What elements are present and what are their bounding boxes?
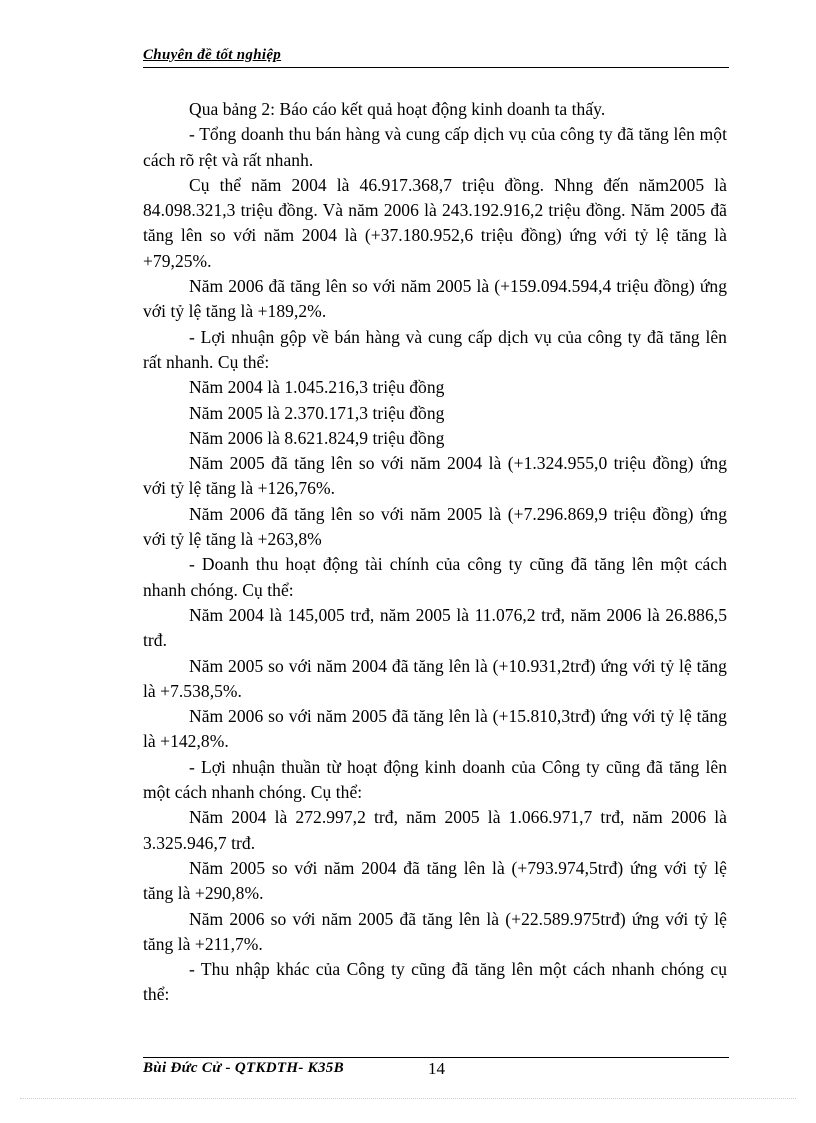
page-bottom-divider xyxy=(20,1098,796,1099)
paragraph: Cụ thể năm 2004 là 46.917.368,7 triệu đồng. Nhng đến năm2005 là 84.098.321,3 triệu đồng. Và năm 2006 là 243.192.916,2 triệu đồng. Năm 2005 đã tăng lên so với năm 2004 là (+37.180.952,6 triệu đồng) ứng với tỷ lệ tăng là +79,25%. xyxy=(143,174,727,271)
paragraph: - Tổng doanh thu bán hàng và cung cấp dịch vụ của công ty đã tăng lên một cách rõ rệt và rất nhanh. xyxy=(143,124,727,170)
body-text xyxy=(143,97,727,1008)
paragraph: Năm 2005 đã tăng lên so với năm 2004 là (+1.324.955,0 triệu đồng) ứng với tỷ lệ tăng là +126,76%. xyxy=(143,453,727,499)
footer-author: Bùi Đức Cử - QTKDTH- K35B xyxy=(143,1060,344,1076)
paragraph: Năm 2004 là 272.997,2 trđ, năm 2005 là 1.066.971,7 trđ, năm 2006 là 3.325.946,7 trđ. xyxy=(143,807,727,853)
paragraph: - Lợi nhuận thuần từ hoạt động kinh doanh của Công ty cũng đã tăng lên một cách nhanh chóng. Cụ thể: xyxy=(143,756,727,803)
paragraph: Năm 2004 là 145,005 trđ, năm 2005 là 11.076,2 trđ, năm 2006 là 26.886,5 trđ. xyxy=(143,604,727,651)
paragraph: - Thu nhập khác của Công ty cũng đã tăng lên một cách nhanh chóng cụ thể: xyxy=(143,959,727,1005)
paragraph: Năm 2006 so với năm 2005 đã tăng lên là (+15.810,3trđ) ứng với tỷ lệ tăng là +142,8%. xyxy=(143,706,727,752)
page-number: 14 xyxy=(428,1059,445,1078)
paragraph: Năm 2006 là 8.621.824,9 triệu đồng xyxy=(189,427,445,448)
paragraph: Năm 2006 đã tăng lên so với năm 2005 là (+159.094.594,4 triệu đồng) ứng với tỷ lệ tăng là +189,2%. xyxy=(143,276,727,322)
paragraph: Năm 2005 so với năm 2004 đã tăng lên là (+10.931,2trđ) ứng với tỷ lệ tăng là +7.538,5%. xyxy=(143,655,727,701)
paragraph: Năm 2005 so với năm 2004 đã tăng lên là (+793.974,5trđ) ứng với tỷ lệ tăng là +290,8%. xyxy=(143,857,727,904)
paragraph: Qua bảng 2: Báo cáo kết quả hoạt động kinh doanh ta thấy. xyxy=(189,99,606,119)
paragraph: Năm 2006 đã tăng lên so với năm 2005 là (+7.296.869,9 triệu đồng) ứng với tỷ lệ tăng là +263,8% xyxy=(143,503,727,550)
paragraph: - Lợi nhuận gộp về bán hàng và cung cấp dịch vụ của công ty đã tăng lên rất nhanh. Cụ thể: xyxy=(143,326,727,372)
page-footer xyxy=(143,1057,729,1082)
header-title: Chuyên đề tốt nghiệp xyxy=(143,47,282,63)
page-header xyxy=(143,47,729,68)
paragraph: - Doanh thu hoạt động tài chính của công ty cũng đã tăng lên một cách nhanh chóng. Cụ thể: xyxy=(143,554,727,600)
paragraph: Năm 2006 so với năm 2005 đã tăng lên là (+22.589.975trđ) ứng với tỷ lệ tăng là +211,7%. xyxy=(143,908,727,954)
paragraph: Năm 2005 là 2.370.171,3 triệu đồng xyxy=(189,402,445,423)
paragraph: Năm 2004 là 1.045.216,3 triệu đồng xyxy=(189,377,445,398)
